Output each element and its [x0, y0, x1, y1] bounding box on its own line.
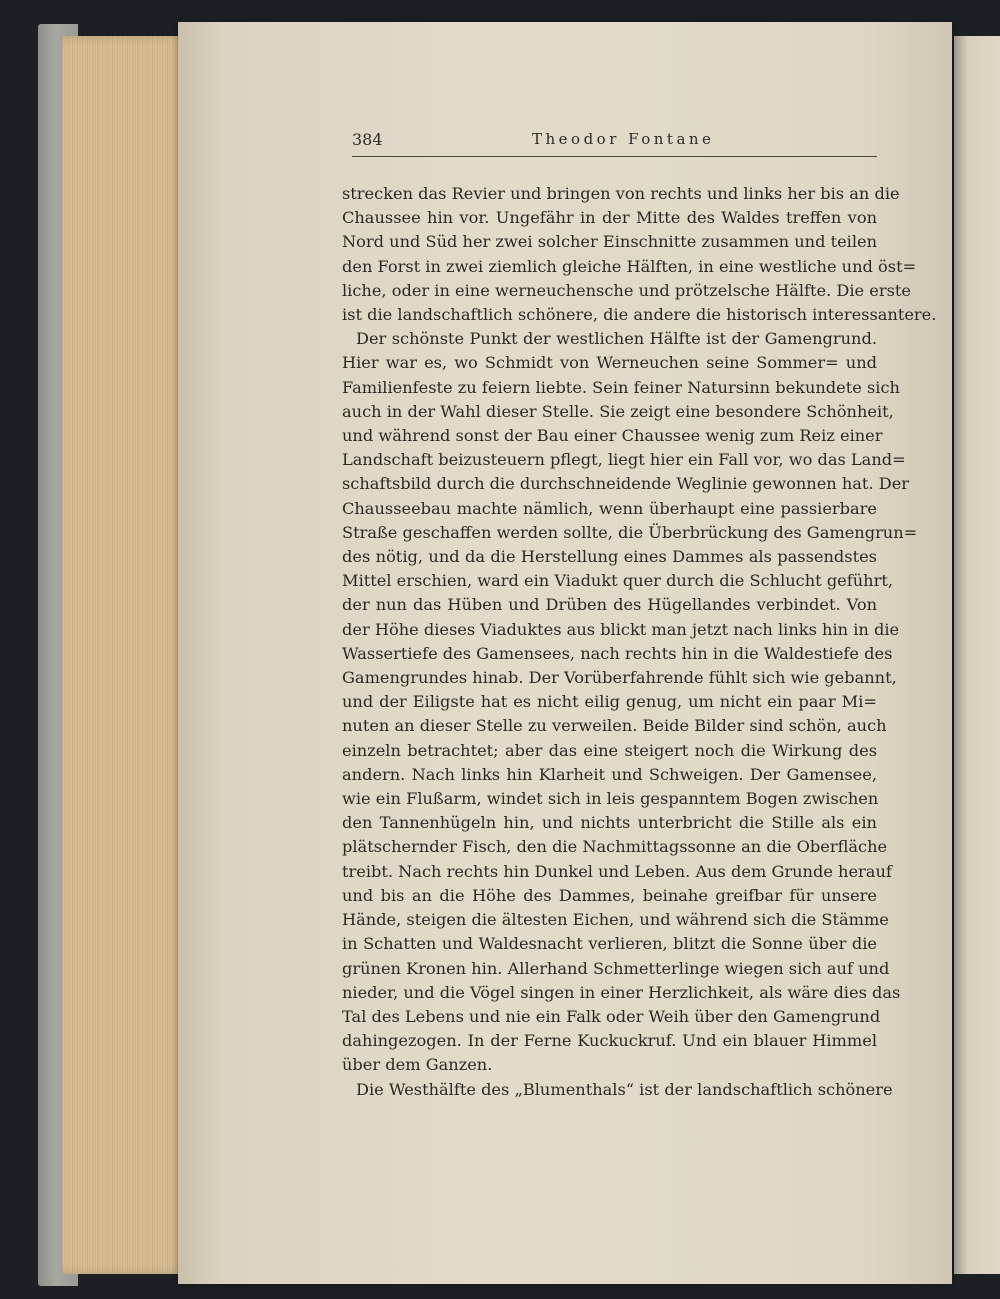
text-line: Hier war es, wo Schmidt von Werneuchen seine Sommer= und: [342, 353, 877, 373]
text-line: nieder, und die Vögel singen in einer Herzlichkeit, als wäre dies das: [342, 982, 901, 1002]
text-line: den Forst in zwei ziemlich gleiche Hälften, in eine westliche und öst=: [342, 256, 917, 276]
text-line: Gamengrundes hinab. Der Vorüberfahrende fühlt sich wie gebannt,: [342, 668, 897, 688]
text-line: dahingezogen. In der Ferne Kuckuckruf. Und ein blauer Himmel: [342, 1031, 877, 1051]
text-line: nuten an dieser Stelle zu verweilen. Beide Bilder sind schön, auch: [342, 716, 887, 736]
text-line: und während sonst der Bau einer Chaussee wenig zum Reiz einer: [342, 426, 883, 446]
text-line: Nord und Süd her zwei solcher Einschnitte zusammen und teilen: [342, 232, 878, 252]
text-line: strecken das Revier und bringen von rechts und links her bis an die: [342, 184, 900, 203]
text-line: wie ein Flußarm, windet sich in leis gespanntem Bogen zwischen: [342, 789, 879, 809]
page-header: [352, 130, 877, 157]
text-line: Der schönste Punkt der westlichen Hälfte ist der Gamengrund.: [356, 329, 877, 349]
text-line: Hände, steigen die ältesten Eichen, und während sich die Stämme: [342, 910, 889, 930]
text-line: ist die landschaftlich schönere, die andere die historisch interessantere.: [342, 305, 937, 325]
text-line: andern. Nach links hin Klarheit und Schweigen. Der Gamensee,: [342, 764, 877, 784]
text-line: in Schatten und Waldesnacht verlieren, blitzt die Sonne über die: [342, 934, 877, 954]
text-line: schaftsbild durch die durchschneidende Weglinie gewonnen hat. Der: [342, 474, 910, 494]
text-line: einzeln betrachtet; aber das eine steigert noch die Wirkung des: [342, 740, 877, 760]
text-line: liche, oder in eine werneuchensche und prötzelsche Hälfte. Die erste: [342, 280, 911, 300]
page-number: 384: [352, 130, 383, 149]
facing-page-edge: [954, 36, 1000, 1274]
text-line: Straße geschaffen werden sollte, die Überbrückung des Gamengrun=: [342, 522, 918, 542]
text-line: auch in der Wahl dieser Stelle. Sie zeigt eine besondere Schönheit,: [342, 401, 894, 421]
text-line: des nötig, und da die Herstellung eines Dammes als passendstes: [342, 547, 877, 567]
text-line: Wassertiefe des Gamensees, nach rechts hin in die Waldestiefe des: [342, 643, 893, 663]
text-line: der Höhe dieses Viaduktes aus blickt man jetzt nach links hin in die: [342, 619, 900, 639]
text-line: den Tannenhügeln hin, und nichts unterbricht die Stille als ein: [342, 813, 877, 833]
text-line: Tal des Lebens und nie ein Falk oder Weih über den Gamengrund: [342, 1006, 881, 1026]
text-line: und bis an die Höhe des Dammes, beinahe greifbar für unsere: [342, 885, 877, 905]
running-head: Theodor Fontane: [532, 130, 715, 148]
text-line: Familienfeste zu feiern liebte. Sein feiner Natursinn bekundete sich: [342, 377, 900, 397]
page-block-edge: [62, 36, 186, 1274]
text-line: treibt. Nach rechts hin Dunkel und Leben. Aus dem Grunde herauf: [342, 861, 892, 881]
text-line: Mittel erschien, ward ein Viadukt quer durch die Schlucht geführt,: [342, 571, 893, 591]
text-line: über dem Ganzen.: [342, 1055, 493, 1075]
text-line: und der Eiligste hat es nicht eilig genug, um nicht ein paar Mi=: [342, 692, 877, 712]
text-line: grünen Kronen hin. Allerhand Schmetterlinge wiegen sich auf und: [342, 958, 890, 978]
body-text: [342, 182, 937, 1102]
text-line: der nun das Hüben und Drüben des Hügellandes verbindet. Von: [342, 595, 877, 615]
text-line: Chaussee hin vor. Ungefähr in der Mitte des Waldes treffen von: [342, 208, 877, 228]
text-line: plätschernder Fisch, den die Nachmittagssonne an die Oberfläche: [342, 837, 888, 857]
text-line: Landschaft beizusteuern pflegt, liegt hier ein Fall vor, wo das Land=: [342, 450, 906, 470]
text-line: Chausseebau machte nämlich, wenn überhaupt eine passierbare: [342, 498, 877, 518]
text-line: Die Westhälfte des „Blumenthals“ ist der landschaftlich schönere: [356, 1079, 893, 1099]
